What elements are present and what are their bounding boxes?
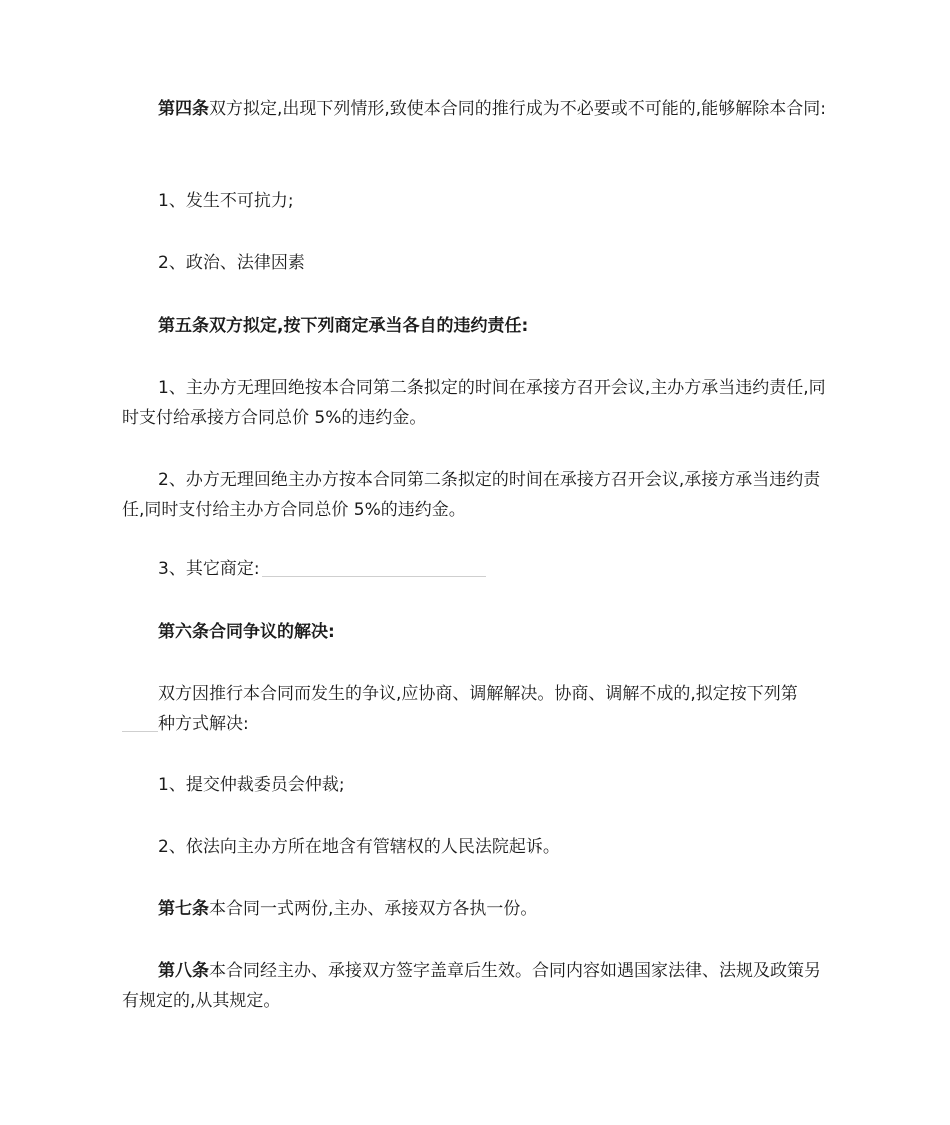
article-5-item-1: 1、主办方无理回绝按本合同第二条拟定的时间在承接方召开会议,主办方承当违约责任,同时支付给承接方合同总价 5%的违约金。 [122, 378, 826, 428]
article-6-paragraph [122, 679, 828, 739]
article-7-heading: 第七条 [158, 899, 209, 919]
article-6-text-after: 种方式解决: [158, 714, 249, 734]
article-8-text: 本合同经主办、承接双方签字盖章后生效。合同内容如遇国家法律、法规及政策另有规定的,从其规定。 [122, 961, 821, 1011]
article-5-item-2: 2、办方无理回绝主办方按本合同第二条拟定的时间在承接方召开会议,承接方承当违约责任,同时支付给主办方合同总价 5%的违约金。 [122, 470, 821, 520]
article-4-text: 双方拟定,出现下列情形,致使本合同的推行成为不必要或不可能的,能够解除本合同: [209, 99, 826, 119]
other-terms-blank [262, 556, 486, 577]
article-4-heading: 第四条 [158, 99, 209, 119]
article-6-text-before: 双方因推行本合同而发生的争议,应协商、调解解决。协商、调解不成的,拟定按下列第 [158, 684, 798, 704]
article-5-item-3-line [122, 554, 828, 584]
article-8-heading: 第八条 [158, 961, 209, 981]
article-8-paragraph [122, 956, 828, 1016]
article-6-item-1: 1、提交仲裁委员会仲裁; [158, 775, 345, 795]
article-6-item-2: 2、依法向主办方所在地含有管辖权的人民法院起诉。 [158, 837, 560, 857]
article-7-paragraph [122, 894, 828, 924]
article-4-item-2: 2、政治、法律因素 [158, 253, 305, 273]
article-7-text: 本合同一式两份,主办、承接双方各执一份。 [209, 899, 538, 919]
article-5-item-3: 3、其它商定: [158, 559, 260, 579]
method-number-blank [122, 711, 158, 732]
article-4-item-1: 1、发生不可抗力; [158, 191, 294, 211]
article-6-heading: 第六条合同争议的解决: [158, 622, 335, 642]
article-4-paragraph [122, 94, 828, 124]
article-5-heading: 第五条双方拟定,按下列商定承当各自的违约责任: [158, 316, 529, 336]
